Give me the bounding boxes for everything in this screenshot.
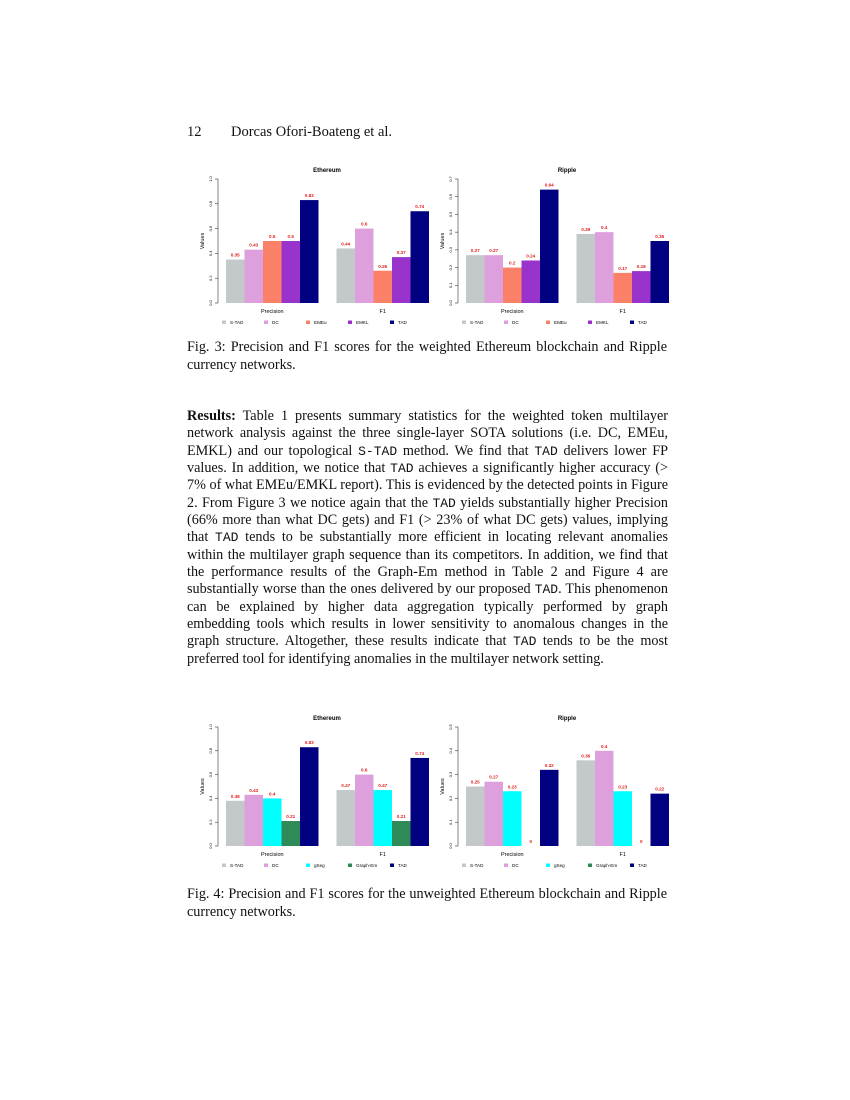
bar-value-label: 0.24 — [526, 253, 536, 259]
bar-tad-precision — [540, 190, 559, 303]
y-axis-label: Values — [440, 778, 446, 795]
y-tick-label: 0.5 — [448, 724, 453, 730]
results-text-segment: yields substantially higher Precision (66% more than what DC gets) and F1 (> 23% of what DC gets) values, implying that — [187, 494, 668, 546]
results-text-segment: method. We find that — [397, 442, 535, 459]
legend-swatch — [264, 321, 268, 325]
results-lead: Results: — [187, 408, 236, 424]
y-tick-label: 0.0 — [448, 843, 453, 849]
bar-value-label: 0.38 — [230, 793, 240, 799]
bar-emeu-precision — [503, 268, 522, 303]
y-tick-label: 0.5 — [448, 211, 453, 218]
method-name: TAD — [512, 634, 537, 650]
bar-value-label: 0.5 — [269, 234, 276, 239]
legend-swatch — [504, 321, 508, 325]
y-tick-label: 0.3 — [448, 771, 453, 778]
y-tick-label: 0.0 — [208, 843, 213, 849]
bar-value-label: 0.74 — [415, 750, 425, 756]
bar-value-label: 0.37 — [396, 250, 406, 256]
y-tick-label: 0.8 — [208, 748, 213, 754]
y-tick-label: 0.4 — [448, 229, 453, 235]
legend-label: TAD — [398, 863, 407, 868]
fig4-caption: Fig. 4: Precision and F1 scores for the unweighted Ethereum blockchain and Ripple currency networks. — [187, 886, 667, 920]
y-tick-label: 0.0 — [448, 300, 453, 306]
bar-value-label: 0.35 — [655, 234, 665, 239]
fig3-ripple-svg — [436, 163, 676, 333]
y-axis-label: Values — [440, 232, 446, 250]
legend-label: DC — [272, 320, 279, 325]
bar-gseg-precision — [263, 798, 282, 846]
category-label: Precision — [260, 309, 284, 315]
legend-label: S-TAD — [470, 320, 484, 325]
y-tick-label: 0.2 — [208, 819, 213, 825]
bar-dc-f1 — [355, 775, 374, 846]
legend-swatch — [504, 864, 508, 868]
bar-value-label: 0.4 — [269, 791, 276, 797]
running-authors: Dorcas Ofori-Boateng et al. — [231, 124, 393, 140]
legend-label: DC — [272, 863, 279, 868]
chart-title: Ripple — [557, 168, 577, 174]
y-tick-label: 0.6 — [448, 193, 453, 200]
y-tick-label: 0.0 — [208, 300, 213, 306]
legend-swatch — [306, 864, 310, 868]
bar-s-tad-f1 — [337, 790, 356, 846]
legend-swatch — [588, 864, 592, 868]
y-tick-label: 0.6 — [208, 771, 213, 778]
bar-tad-precision — [300, 747, 319, 846]
bar-value-label: 0.6 — [361, 767, 368, 773]
bar-s-tad-precision — [466, 787, 485, 847]
bar-graph-em-f1 — [392, 821, 411, 846]
bar-value-label: 0.43 — [249, 242, 259, 248]
bar-tad-f1 — [651, 794, 670, 846]
legend-swatch — [264, 864, 268, 868]
bar-dc-precision — [485, 782, 504, 846]
bar-dc-precision — [485, 255, 504, 303]
legend-label: gSeg — [314, 863, 325, 868]
chart-title: Ethereum — [313, 168, 341, 174]
y-tick-label: 0.2 — [448, 795, 453, 802]
bar-gseg-f1 — [614, 791, 633, 846]
category-label: F1 — [379, 309, 386, 315]
bar-emkl-precision — [522, 260, 541, 303]
bar-s-tad-precision — [226, 801, 245, 846]
method-name: TAD — [215, 530, 239, 546]
legend-swatch — [222, 321, 226, 325]
bar-value-label: 0.27 — [489, 248, 499, 254]
legend-label: TAD — [638, 320, 647, 325]
bar-emeu-f1 — [614, 273, 633, 303]
bar-value-label: 0.4 — [601, 225, 608, 231]
bar-value-label: 0.25 — [470, 779, 480, 785]
method-name: TAD — [534, 582, 559, 598]
fig3-ripple-chart — [436, 163, 676, 333]
method-name: TAD — [432, 495, 456, 511]
bar-tad-precision — [540, 770, 559, 846]
category-label: F1 — [619, 852, 626, 858]
y-tick-label: 0.1 — [448, 282, 453, 289]
y-tick-label: 0.2 — [448, 264, 453, 271]
legend-swatch — [462, 321, 466, 325]
bar-gseg-precision — [503, 791, 522, 846]
bar-value-label: 0.18 — [636, 264, 646, 270]
legend-swatch — [630, 864, 634, 868]
bar-tad-precision — [300, 200, 319, 303]
legend-swatch — [588, 321, 592, 325]
category-label: Precision — [500, 309, 524, 315]
bar-s-tad-f1 — [577, 234, 596, 303]
bar-value-label: 0.83 — [304, 740, 314, 746]
legend-label: Graph-Em — [356, 863, 378, 868]
bar-value-label: 0.21 — [396, 814, 406, 820]
category-label: F1 — [619, 309, 626, 315]
method-name: TAD — [534, 443, 558, 459]
legend-label: EMEu — [554, 320, 567, 325]
bar-dc-f1 — [355, 229, 374, 303]
legend-swatch — [462, 864, 466, 868]
bar-value-label: 0.83 — [304, 193, 314, 199]
bar-value-label: 0.44 — [341, 241, 351, 247]
legend-swatch — [546, 864, 550, 868]
y-tick-label: 0.4 — [448, 748, 453, 754]
bar-value-label: 0.74 — [415, 204, 425, 210]
legend-label: S-TAD — [230, 863, 244, 868]
legend-swatch — [348, 864, 352, 868]
bar-value-label: 0.22 — [655, 786, 665, 792]
results-text-segment: tends to be substantially more efficient in locating relevant anomalies within the multilayer graph sequence than its competitors. In addition, we find that the performance results of the Graph-Em method in Table 2 and Figure 4 are substantially worse than the ones delivered by our proposed — [187, 529, 668, 598]
fig3-ethereum-svg — [196, 163, 436, 333]
chart-title: Ethereum — [313, 716, 341, 722]
bar-dc-precision — [245, 795, 264, 846]
y-tick-label: 1.0 — [208, 176, 213, 182]
bar-value-label: 0.64 — [544, 182, 554, 188]
bar-gseg-f1 — [374, 790, 393, 846]
legend-label: gSeg — [554, 863, 565, 868]
bar-value-label: 0.17 — [618, 265, 628, 271]
chart-title: Ripple — [557, 716, 577, 722]
legend-swatch — [222, 864, 226, 868]
bar-s-tad-precision — [466, 255, 485, 303]
page-header — [187, 124, 392, 141]
bar-emkl-precision — [282, 241, 301, 303]
y-tick-label: 0.3 — [448, 247, 453, 253]
bar-dc-f1 — [595, 751, 614, 846]
bar-value-label: 0.39 — [581, 226, 591, 232]
category-label: F1 — [379, 852, 386, 858]
results-text-segment: . This phenomenon can be explained by higher data aggregation typically performed by graph embedding tools which results in lower sensitivity to anomalous changes in the graph structure. Altogether, these results indicate that — [187, 581, 668, 650]
legend-swatch — [348, 321, 352, 325]
fig3-caption: Fig. 3: Precision and F1 scores for the weighted Ethereum blockchain and Ripple currency networks. — [187, 339, 667, 373]
legend-label: S-TAD — [230, 320, 244, 325]
bar-tad-f1 — [411, 758, 430, 846]
fig4-ethereum-chart — [196, 711, 436, 876]
y-axis-label: Values — [200, 232, 206, 250]
legend-swatch — [306, 321, 310, 325]
legend-label: EMEu — [314, 320, 327, 325]
bar-value-label: 0 — [529, 839, 533, 844]
y-tick-label: 0.1 — [448, 819, 453, 825]
legend-swatch — [390, 321, 394, 325]
bar-value-label: 0.5 — [287, 234, 294, 239]
bar-value-label: 0.43 — [249, 787, 259, 793]
bar-emeu-precision — [263, 241, 282, 303]
legend-label: DC — [512, 320, 519, 325]
y-tick-label: 0.8 — [208, 201, 213, 207]
bar-emkl-f1 — [392, 257, 411, 303]
fig4-ethereum-svg — [196, 711, 436, 876]
y-tick-label: 0.6 — [208, 225, 213, 232]
fig3-ethereum-chart — [196, 163, 436, 333]
legend-swatch — [630, 321, 634, 325]
bar-value-label: 0.27 — [489, 774, 499, 780]
bar-value-label: 0.35 — [230, 252, 240, 258]
bar-emkl-f1 — [632, 271, 651, 303]
fig4-ripple-svg — [436, 711, 676, 876]
bar-graph-em-precision — [282, 821, 301, 846]
results-paragraph — [187, 408, 668, 668]
legend-label: TAD — [398, 320, 407, 325]
category-label: Precision — [260, 852, 284, 858]
bar-value-label: 0.6 — [361, 221, 368, 227]
legend-label: TAD — [638, 863, 647, 868]
y-tick-label: 1.0 — [208, 724, 213, 730]
legend-label: S-TAD — [470, 863, 484, 868]
y-tick-label: 0.7 — [448, 176, 453, 182]
bar-s-tad-f1 — [577, 760, 596, 846]
bar-dc-precision — [245, 250, 264, 303]
bar-dc-f1 — [595, 232, 614, 303]
method-name: S-TAD — [358, 443, 398, 459]
legend-label: DC — [512, 863, 519, 868]
bar-value-label: 0.4 — [601, 743, 608, 749]
category-label: Precision — [500, 852, 524, 858]
y-axis-label: Values — [200, 778, 206, 795]
bar-value-label: 0.27 — [470, 248, 480, 254]
results-text-segment: delivers lower FP values. In addition, we notice that — [187, 442, 668, 477]
results-text-segment: achieves a significantly higher accuracy (> 7% of what EMEu/EMKL report). This is evidenced by the detected points in Figure 2. From Figure 3 we notice again that the — [187, 460, 668, 511]
bar-s-tad-precision — [226, 260, 245, 303]
bar-tad-f1 — [411, 211, 430, 303]
legend-swatch — [546, 321, 550, 325]
page-number: 12 — [187, 124, 202, 140]
fig4-ripple-chart — [436, 711, 676, 876]
bar-value-label: 0.32 — [544, 762, 554, 768]
bar-s-tad-f1 — [337, 248, 356, 303]
legend-label: EMKL — [596, 320, 609, 325]
bar-emeu-f1 — [374, 271, 393, 303]
bar-value-label: 0.2 — [509, 260, 516, 266]
bar-value-label: 0.23 — [507, 784, 517, 790]
legend-swatch — [390, 864, 394, 868]
y-tick-label: 0.4 — [208, 250, 213, 257]
legend-label: Graph-Em — [596, 863, 618, 868]
y-tick-label: 0.2 — [208, 275, 213, 281]
bar-value-label: 0.23 — [618, 784, 628, 790]
results-text-segment: Table 1 presents summary statistics for the weighted token multilayer network analysis against the three single-layer SOTA solutions (i.e. DC, EMEu, EMKL) and our topological — [187, 408, 668, 459]
bar-value-label: 0.36 — [581, 753, 591, 759]
method-name: TAD — [390, 461, 414, 477]
bar-tad-f1 — [651, 241, 670, 303]
results-text-segment: tends to be the most preferred tool for identifying anomalies in the multilayer network setting. — [187, 633, 668, 667]
bar-value-label: 0.47 — [341, 783, 351, 789]
legend-label: EMKL — [356, 320, 369, 325]
bar-value-label: 0 — [639, 839, 643, 844]
y-tick-label: 0.4 — [208, 795, 213, 802]
bar-value-label: 0.47 — [378, 783, 388, 789]
bar-value-label: 0.26 — [378, 263, 388, 269]
bar-value-label: 0.21 — [286, 814, 296, 820]
